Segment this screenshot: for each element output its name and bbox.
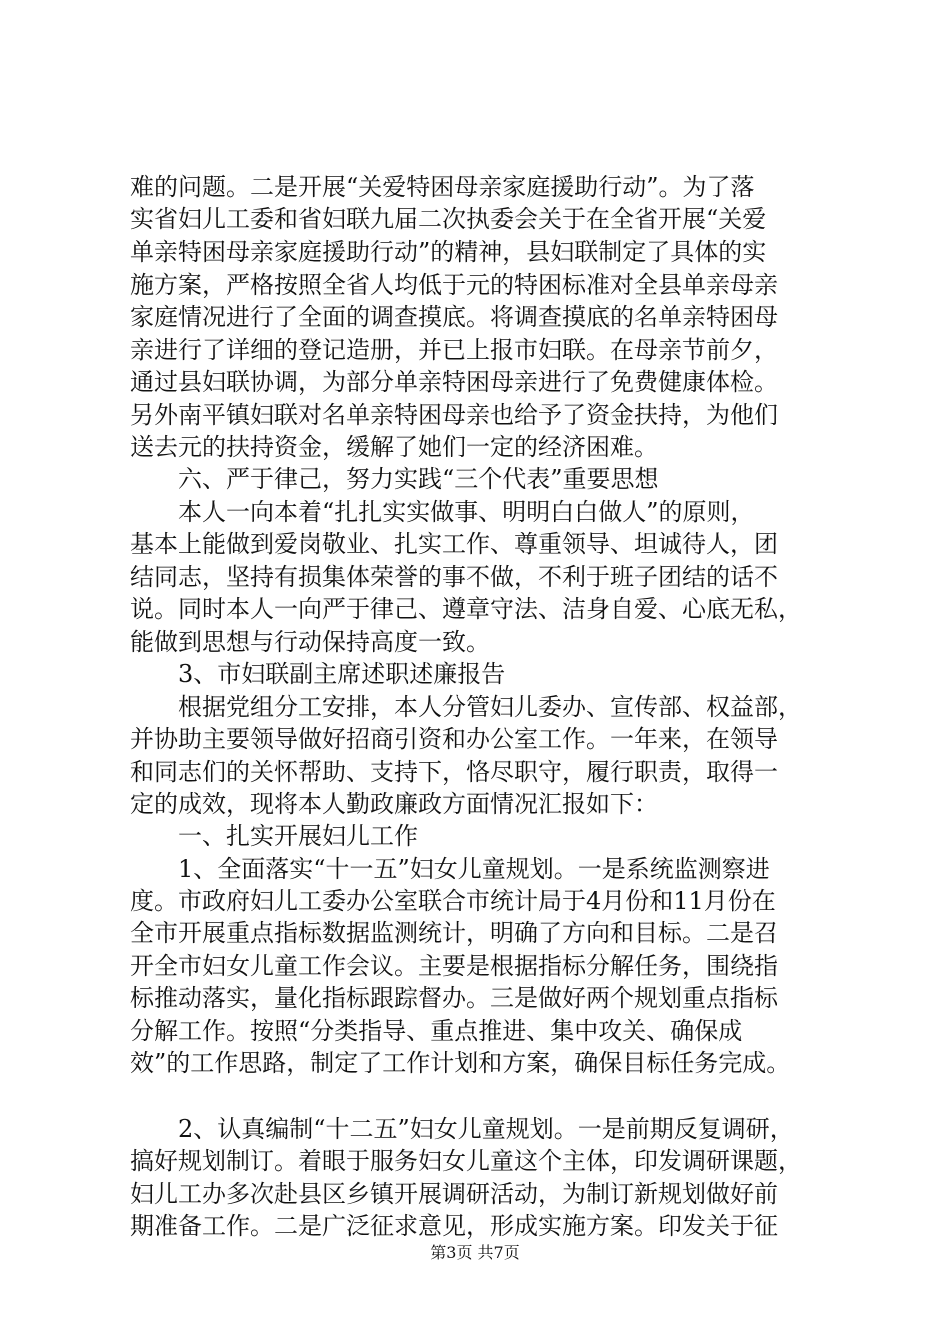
paragraph-line: 基本上能做到爱岗敬业、扎实工作、尊重领导、坦诚待人，团 (130, 530, 778, 558)
paragraph-line: 能做到思想与行动保持高度一致。 (130, 628, 490, 656)
paragraph-line: 亲进行了详细的登记造册，并已上报市妇联。在母亲节前夕， (130, 336, 778, 364)
paragraph-line: 一、扎实开展妇儿工作 (178, 822, 418, 850)
paragraph-line: 说。同时本人一向严于律己、遵章守法、洁身自爱、心底无私， (130, 595, 802, 623)
paragraph-line: 定的成效，现将本人勤政廉政方面情况汇报如下： (130, 790, 658, 818)
paragraph-line: 六、严于律己，努力实践“三个代表”重要思想 (178, 465, 659, 493)
paragraph-line: 分解工作。按照“分类指导、重点推进、集中攻关、确保成 (130, 1017, 743, 1045)
paragraph-line: 效”的工作思路，制定了工作计划和方案，确保目标任务完成。 (130, 1049, 791, 1077)
paragraph-line: 2、认真编制“十二五”妇女儿童规划。一是前期反复调研， (178, 1115, 794, 1143)
paragraph-line: 开全市妇女儿童工作会议。主要是根据指标分解任务，围绕指 (130, 952, 778, 980)
paragraph-line: 单亲特困母亲家庭援助行动”的精神，县妇联制定了具体的实 (130, 238, 767, 266)
paragraph-line: 标推动落实，量化指标跟踪督办。三是做好两个规划重点指标 (130, 984, 778, 1012)
paragraph-line: 难的问题。二是开展“关爱特困母亲家庭援助行动”。为了落 (130, 173, 755, 201)
paragraph-line: 家庭情况进行了全面的调查摸底。将调查摸底的名单亲特困母 (130, 303, 778, 331)
paragraph-line: 3、市妇联副主席述职述廉报告 (178, 660, 506, 688)
paragraph-line: 1、全面落实“十一五”妇女儿童规划。一是系统监测察进 (178, 855, 770, 883)
paragraph-line: 并协助主要领导做好招商引资和办公室工作。一年来，在领导 (130, 725, 778, 753)
paragraph-line: 施方案，严格按照全省人均低于元的特困标准对全县单亲母亲 (130, 271, 778, 299)
paragraph-line: 实省妇儿工委和省妇联九届二次执委会关于在全省开展“关爱 (130, 205, 767, 233)
paragraph-line: 和同志们的关怀帮助、支持下，恪尽职守，履行职责，取得一 (130, 758, 778, 786)
paragraph-line: 通过县妇联协调，为部分单亲特困母亲进行了免费健康体检。 (130, 368, 778, 396)
paragraph-line: 全市开展重点指标数据监测统计，明确了方向和目标。二是召 (130, 919, 778, 947)
paragraph-line: 另外南平镇妇联对名单亲特困母亲也给予了资金扶持，为他们 (130, 401, 778, 429)
paragraph-line: 期准备工作。二是广泛征求意见，形成实施方案。印发关于征 (130, 1212, 778, 1240)
page-footer: 第3页 共7页 (430, 1243, 520, 1262)
paragraph-line: 本人一向本着“扎扎实实做事、明明白白做人”的原则， (178, 498, 755, 526)
paragraph-line: 搞好规划制订。着眼于服务妇女儿童这个主体，印发调研课题， (130, 1147, 802, 1175)
paragraph-line: 根据党组分工安排，本人分管妇儿委办、宣传部、权益部， (178, 693, 802, 721)
paragraph-line: 送去元的扶持资金，缓解了她们一定的经济困难。 (130, 433, 658, 461)
paragraph-line: 度。市政府妇儿工委办公室联合市统计局于4月份和11月份在 (130, 887, 776, 915)
paragraph-line: 妇儿工办多次赴县区乡镇开展调研活动，为制订新规划做好前 (130, 1180, 778, 1208)
paragraph-line: 结同志，坚持有损集体荣誉的事不做，不利于班子团结的话不 (130, 563, 778, 591)
